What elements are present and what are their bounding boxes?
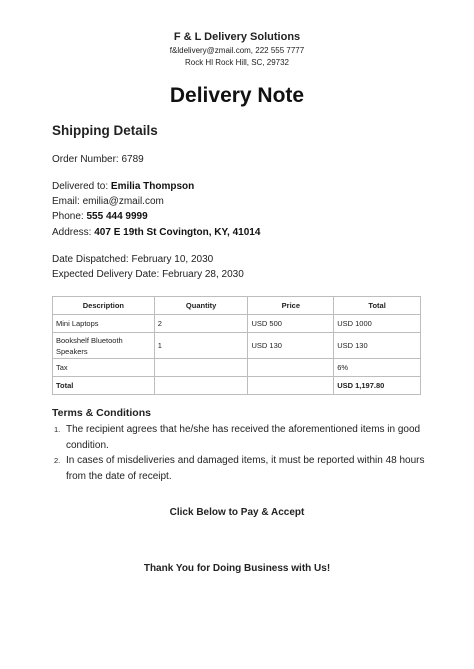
column-header-description: Description xyxy=(53,297,155,315)
terms-list xyxy=(54,422,426,484)
phone xyxy=(52,211,148,222)
cell-total: USD 130 xyxy=(334,333,421,359)
list-item-text: In cases of misdeliveries and damaged items, it must be reported within 48 hours from the date of receipt. xyxy=(66,455,425,482)
list-item xyxy=(54,453,426,484)
phone-label: Phone: xyxy=(52,211,87,222)
address-value: 407 E 19th St Covington, KY, 41014 xyxy=(94,227,261,238)
pay-accept-text: Click Below to Pay & Accept xyxy=(169,507,305,518)
cell-quantity: 2 xyxy=(154,315,248,333)
list-item-text: The recipient agrees that he/she has received the aforementioned items in good condition. xyxy=(66,424,421,451)
cell-description: Total xyxy=(53,377,155,395)
company-contact: f&ldelivery@zmail.com, 222 555 7777 xyxy=(169,46,305,55)
expected-delivery-date xyxy=(52,269,244,280)
cell-quantity xyxy=(154,359,248,377)
column-header-price: Price xyxy=(248,297,334,315)
terms-heading: Terms & Conditions xyxy=(52,407,151,419)
thank-you-text: Thank You for Doing Business with Us! xyxy=(143,563,331,574)
order-number-value: 6789 xyxy=(121,154,144,165)
company-address: Rock Hl Rock Hill, SC, 29732 xyxy=(184,58,290,67)
date-dispatched-value: February 10, 2030 xyxy=(131,254,214,265)
cell-description: Mini Laptops xyxy=(53,315,155,333)
cell-total: 6% xyxy=(334,359,421,377)
cell-price: USD 500 xyxy=(248,315,334,333)
order-number-label: Order Number: xyxy=(52,154,122,165)
cell-quantity: 1 xyxy=(154,333,248,359)
cell-price xyxy=(248,359,334,377)
table-row-tax xyxy=(53,359,421,377)
cell-price xyxy=(248,377,334,395)
cell-description: Bookshelf Bluetooth Speakers xyxy=(53,333,155,359)
address-label: Address: xyxy=(52,227,95,238)
email-value: emilia@zmail.com xyxy=(82,196,164,207)
table-header-row xyxy=(53,297,421,315)
delivered-to-value: Emilia Thompson xyxy=(110,181,195,192)
expected-date-label: Expected Delivery Date: xyxy=(52,269,163,280)
list-item-number: 2. xyxy=(54,456,61,465)
list-item xyxy=(54,422,426,453)
table-row-total xyxy=(53,377,421,395)
cell-quantity xyxy=(154,377,248,395)
expected-date-value: February 28, 2030 xyxy=(162,269,244,280)
table-row xyxy=(53,315,421,333)
address xyxy=(52,227,260,238)
delivered-to xyxy=(52,181,194,192)
page-title: Delivery Note xyxy=(169,84,305,107)
cell-total: USD 1000 xyxy=(334,315,421,333)
items-table xyxy=(52,296,421,395)
shipping-details-heading: Shipping Details xyxy=(52,123,158,138)
date-dispatched xyxy=(52,254,213,265)
email-label: Email: xyxy=(52,196,83,207)
delivered-to-label: Delivered to: xyxy=(52,181,111,192)
phone-value: 555 444 9999 xyxy=(86,211,148,222)
cell-price: USD 130 xyxy=(248,333,334,359)
list-item-number: 1. xyxy=(54,425,61,434)
email xyxy=(52,196,164,207)
table-row xyxy=(53,333,421,359)
cell-description: Tax xyxy=(53,359,155,377)
column-header-total: Total xyxy=(334,297,421,315)
column-header-quantity: Quantity xyxy=(154,297,248,315)
order-number xyxy=(52,154,144,165)
company-name: F & L Delivery Solutions xyxy=(173,31,301,43)
date-dispatched-label: Date Dispatched: xyxy=(52,254,132,265)
cell-total: USD 1,197.80 xyxy=(334,377,421,395)
